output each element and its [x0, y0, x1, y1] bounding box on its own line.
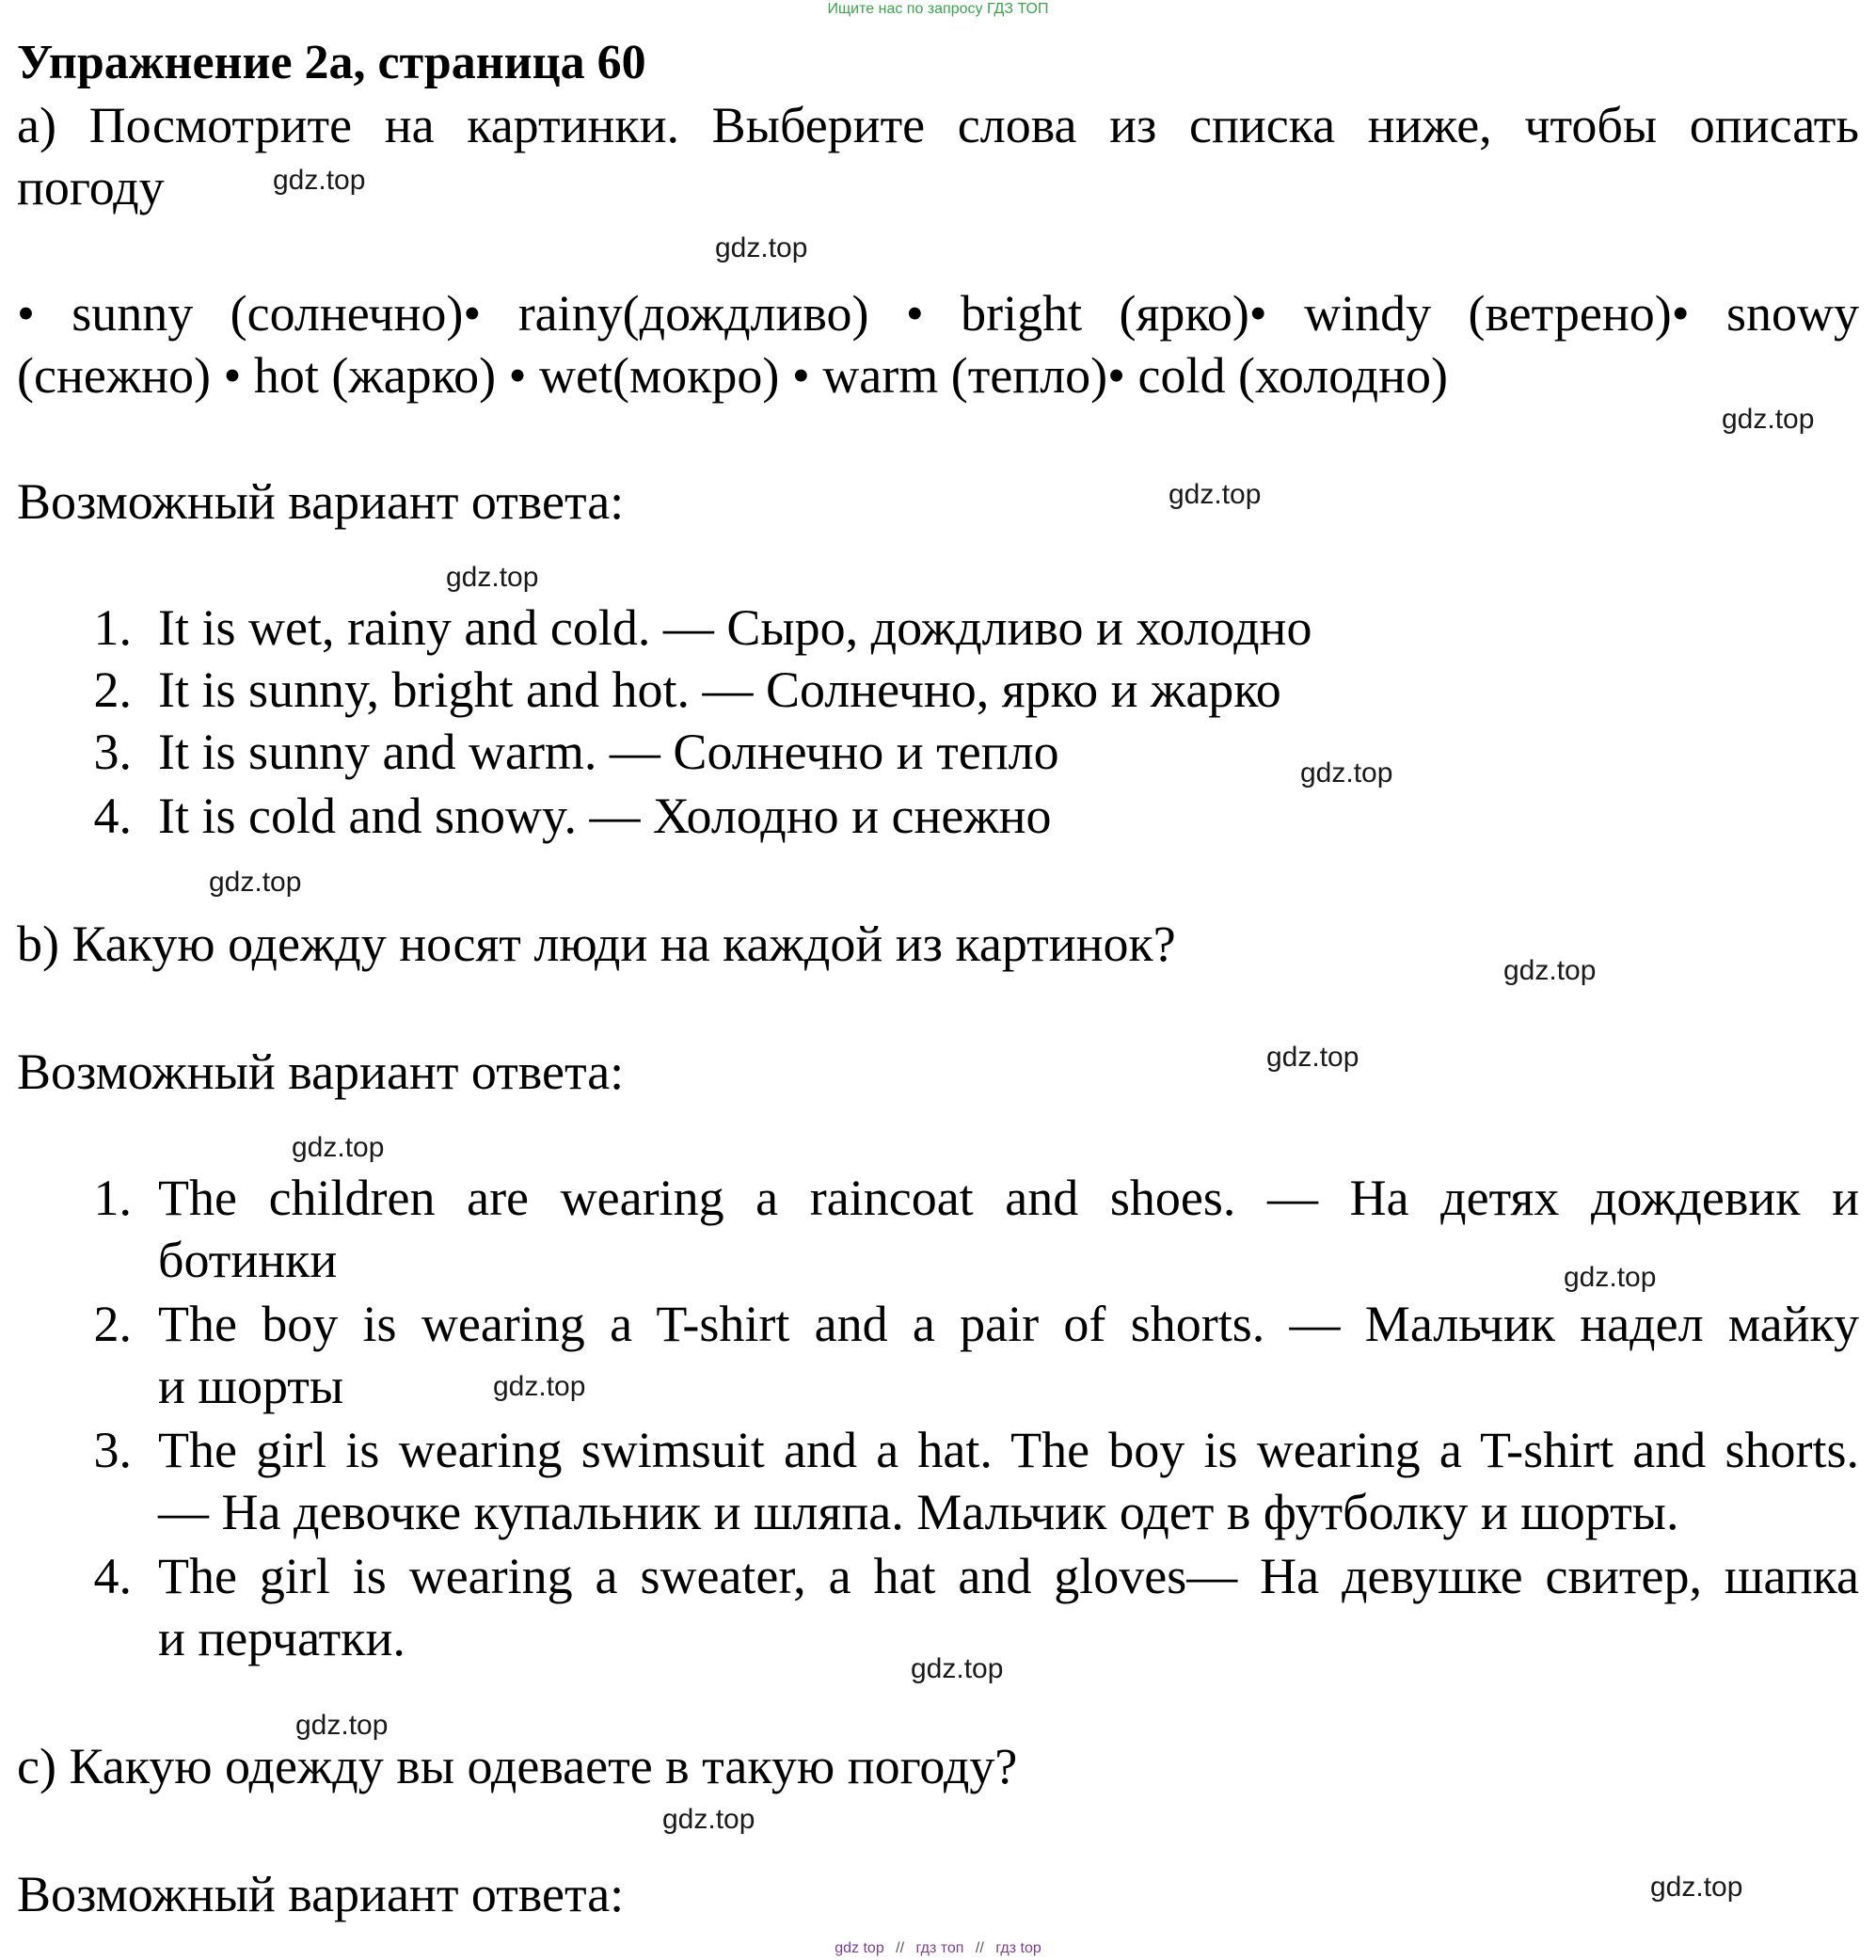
list-item: It is cold and snowy. — Холодно и снежно	[158, 788, 1052, 844]
list-item-number: 1.	[93, 1170, 132, 1226]
word-list-line1: • sunny (солнечно)• rainy(дождливо) • bright (ярко)• windy (ветрено)• snowy	[17, 285, 1859, 342]
watermark: gdz.top	[446, 562, 539, 593]
watermark: gdz.top	[295, 1710, 389, 1741]
watermark: gdz.top	[1564, 1262, 1657, 1293]
list-item-number: 3.	[93, 1422, 132, 1478]
watermark: gdz.top	[911, 1653, 1004, 1684]
watermark: gdz.top	[209, 867, 302, 898]
watermark: gdz.top	[715, 232, 808, 263]
watermark: gdz.top	[1722, 404, 1815, 435]
watermark: gdz.top	[493, 1371, 586, 1402]
list-item-number: 3.	[93, 724, 132, 780]
footer-link[interactable]: gdz top	[835, 1940, 884, 1956]
page-title: Упражнение 2а, страница 60	[17, 36, 646, 89]
list-item: It is sunny and warm. — Солнечно и тепло	[158, 724, 1059, 780]
watermark: gdz.top	[1169, 479, 1262, 510]
part-a-prompt-line1: а) Посмотрите на картинки. Выберите слова из списка ниже, чтобы описать	[17, 97, 1859, 153]
watermark: gdz.top	[1266, 1042, 1359, 1073]
watermark: gdz.top	[1503, 955, 1597, 986]
answer-label-b: Возможный вариант ответа:	[17, 1044, 625, 1100]
list-item-line2: и перчатки.	[158, 1610, 405, 1666]
part-c-prompt: c) Какую одежду вы одеваете в такую погоду?	[17, 1738, 1018, 1794]
footer-link[interactable]: гдз top	[995, 1940, 1041, 1956]
watermark: gdz.top	[1650, 1872, 1743, 1903]
answer-label-c: Возможный вариант ответа:	[17, 1866, 625, 1922]
list-item-line2: ботинки	[158, 1232, 338, 1288]
list-item-number: 4.	[93, 788, 132, 844]
part-b-prompt: b) Какую одежду носят люди на каждой из картинок?	[17, 916, 1176, 972]
top-banner: Ищите нас по запросу ГДЗ ТОП	[827, 1, 1049, 17]
list-item-line1: The girl is wearing a sweater, a hat and gloves— На девушке свитер, шапка	[158, 1548, 1859, 1604]
footer-separator: //	[896, 1940, 905, 1956]
part-a-prompt-line2: погоду	[17, 159, 165, 215]
list-item-line2: — На девочке купальник и шляпа. Мальчик одет в футболку и шорты.	[158, 1484, 1679, 1540]
footer-link[interactable]: гдз топ	[915, 1940, 964, 1956]
list-item-line1: The girl is wearing swimsuit and a hat. The boy is wearing a T-shirt and shorts.	[158, 1422, 1859, 1478]
list-item-number: 1.	[93, 599, 132, 656]
list-item-line2: и шорты	[158, 1358, 344, 1414]
list-item-line1: The children are wearing a raincoat and shoes. — На детях дождевик и	[158, 1170, 1859, 1226]
watermark: gdz.top	[662, 1804, 755, 1835]
footer-links	[0, 1940, 1876, 1957]
list-item-number: 2.	[93, 1296, 132, 1352]
list-item-number: 4.	[93, 1548, 132, 1604]
watermark: gdz.top	[273, 165, 366, 196]
list-item-number: 2.	[93, 661, 132, 718]
footer-separator: //	[975, 1940, 984, 1956]
word-list-line2: (снежно) • hot (жарко) • wet(мокро) • warm (тепло)• cold (холодно)	[17, 347, 1448, 404]
answer-label-a: Возможный вариант ответа:	[17, 473, 625, 530]
watermark: gdz.top	[292, 1132, 385, 1163]
list-item: It is wet, rainy and cold. — Сыро, дождливо и холодно	[158, 599, 1312, 656]
watermark: gdz.top	[1300, 757, 1393, 789]
list-item-line1: The boy is wearing a T-shirt and a pair of shorts. — Мальчик надел майку	[158, 1296, 1859, 1352]
list-item: It is sunny, bright and hot. — Солнечно, ярко и жарко	[158, 661, 1281, 718]
